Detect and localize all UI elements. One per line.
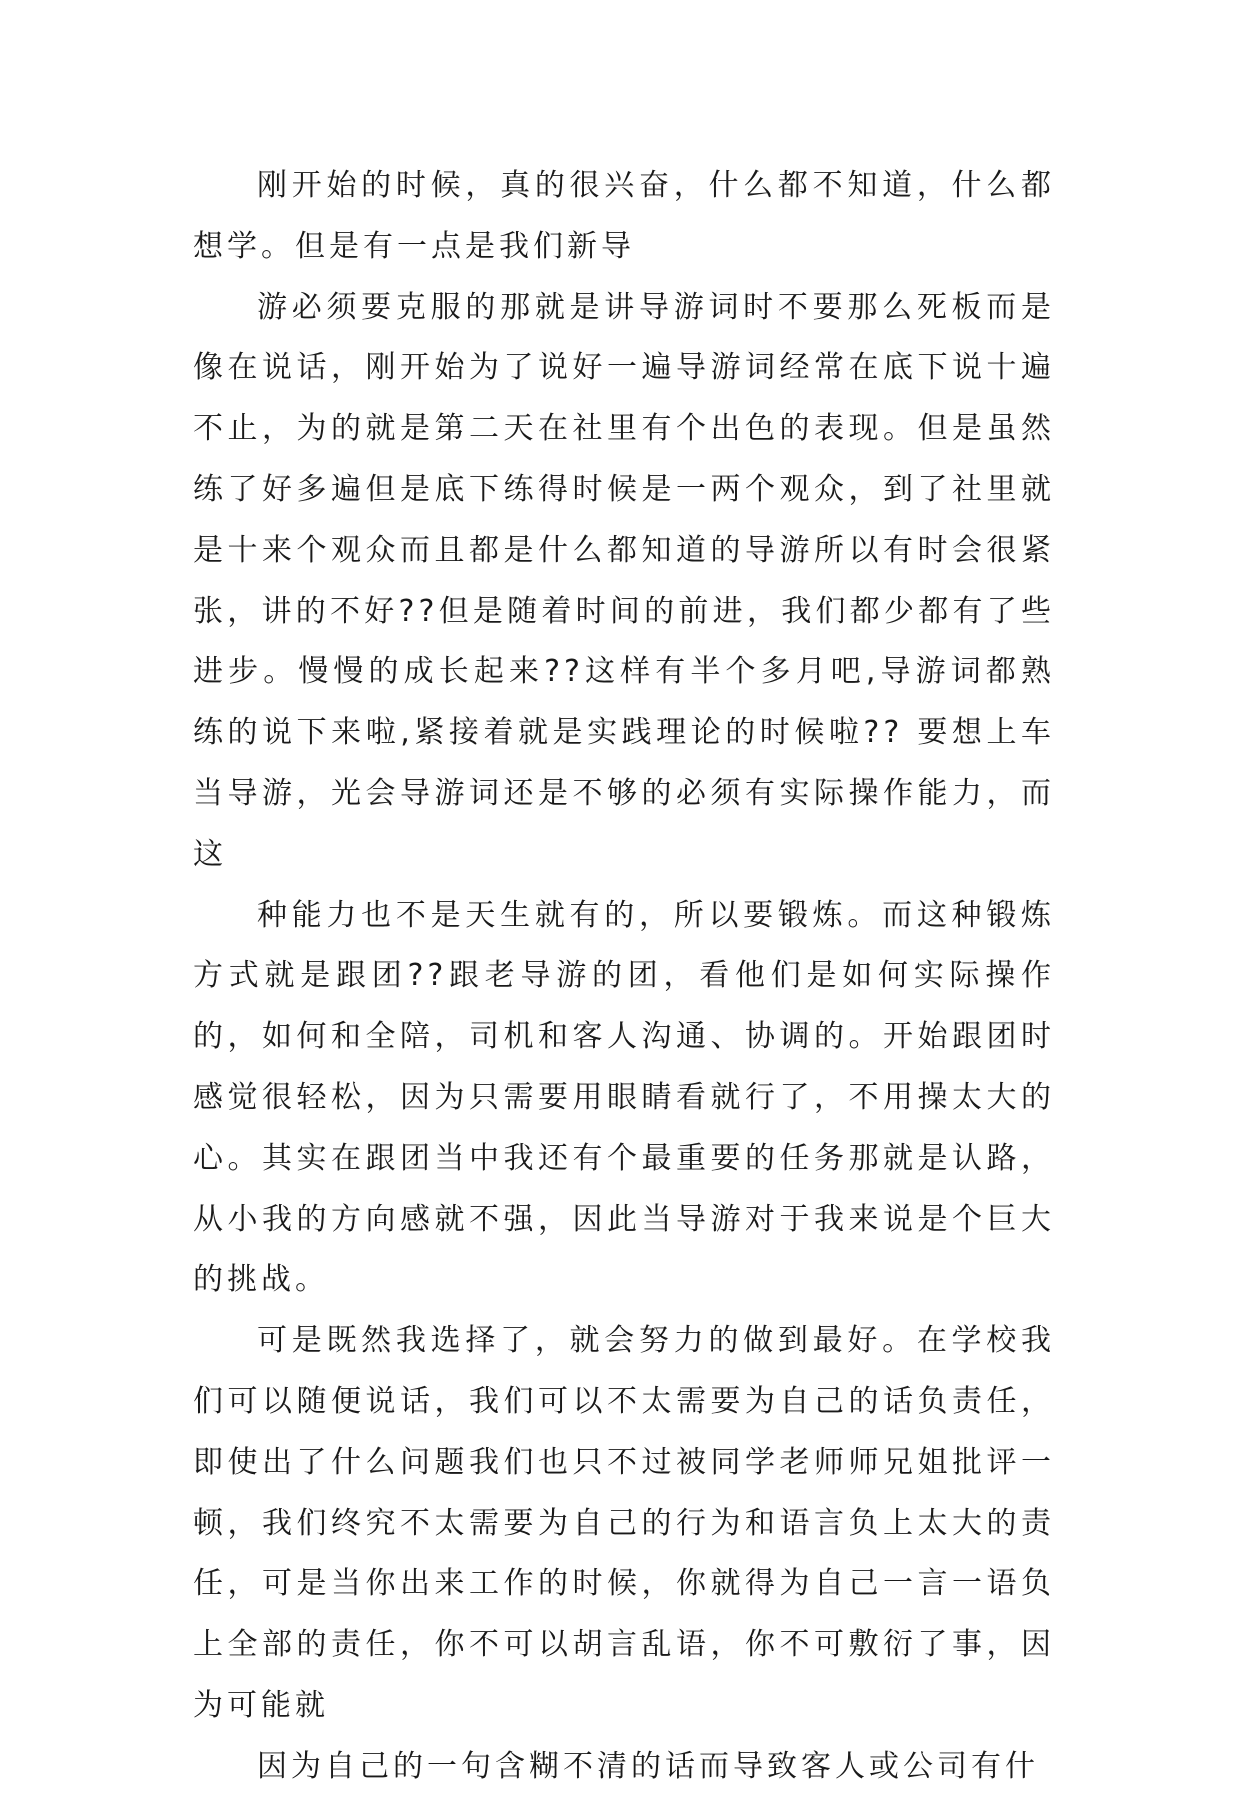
document-body <box>193 156 1055 1798</box>
paragraph-3: 种能力也不是天生就有的，所以要锻炼。而这种锻炼方式就是跟团??跟老导游的团，看他们是如何实际操作的，如何和全陪，司机和客人沟通、协调的。开始跟团时感觉很轻松，因为只需要用眼睛看就行了，不用操太大的心。其实在跟团当中我还有个最重要的任务那就是认路，从小我的方向感就不强，因此当导游对于我来说是个巨大的挑战。 <box>193 897 1055 1298</box>
paragraph-1: 刚开始的时候，真的很兴奋，什么都不知道，什么都想学。但是有一点是我们新导 <box>193 168 1055 264</box>
paragraph-5: 因为自己的一句含糊不清的话而导致客人或公司有什 <box>257 1748 1039 1784</box>
paragraph-2: 游必须要克服的那就是讲导游词时不要那么死板而是像在说话，刚开始为了说好一遍导游词经常在底下说十遍不止，为的就是第二天在社里有个出色的表现。但是虽然练了好多遍但是底下练得时候是一两个观众，到了社里就是十来个观众而且都是什么都知道的导游所以有时会很紧张，讲的不好??但是随着时间的前进，我们都少都有了些进步。慢慢的成长起来??这样有半个多月吧,导游词都熟练的说下来啦,紧接着就是实践理论的时候啦?? 要想上车当导游，光会导游词还是不够的必须有实际操作能力，而这 <box>193 289 1055 872</box>
paragraph-4: 可是既然我选择了，就会努力的做到最好。在学校我们可以随便说话，我们可以不太需要为自己的话负责任，即使出了什么问题我们也只不过被同学老师师兄姐批评一顿，我们终究不太需要为自己的行为和语言负上太大的责任，可是当你出来工作的时候，你就得为自己一言一语负上全部的责任，你不可以胡言乱语，你不可敷衍了事，因为可能就 <box>193 1323 1055 1723</box>
